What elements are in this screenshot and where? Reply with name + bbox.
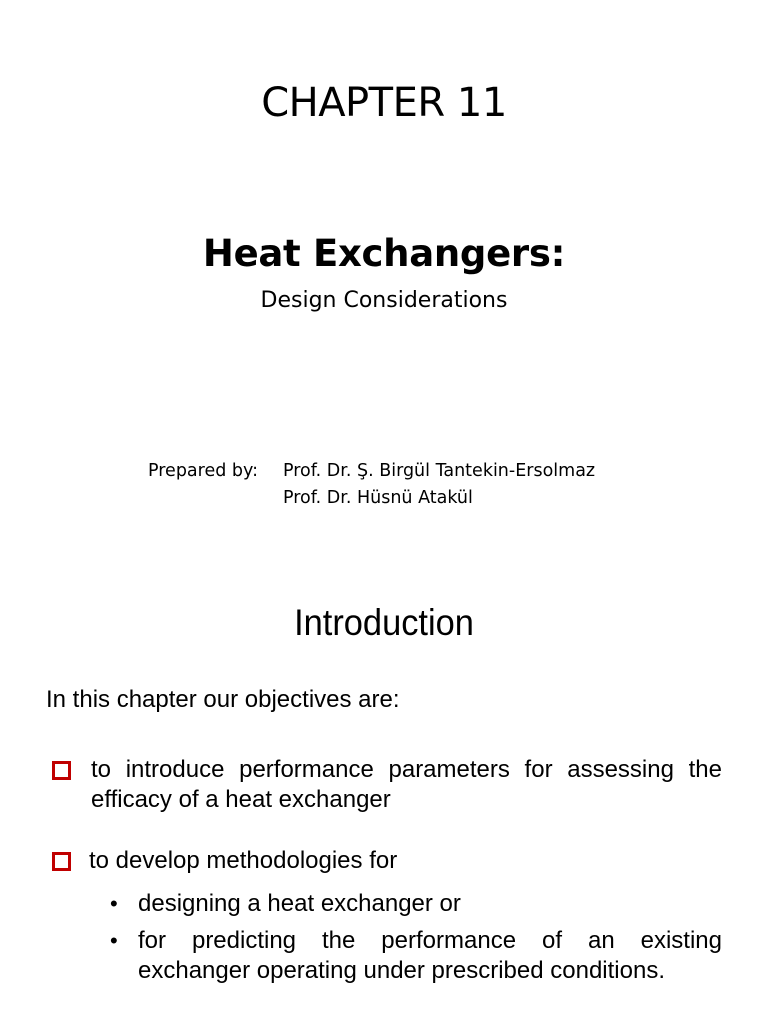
slide-title: Heat Exchangers:	[202, 232, 566, 275]
objective-text: to develop methodologies for	[89, 847, 398, 874]
objectives-lead-text: In this chapter our objectives are:	[46, 686, 400, 713]
objective-text: to introduce performance parameters for assessing the efficacy of a heat exchanger	[91, 756, 722, 813]
author-name: Prof. Dr. Ş. Birgül Tantekin-Ersolmaz	[283, 461, 596, 481]
sub-bullet-item	[110, 926, 722, 986]
sub-bullet-item	[110, 889, 722, 919]
checkbox-bullet-icon	[52, 852, 71, 871]
prepared-by-block	[148, 458, 595, 512]
prepared-by-label: Prepared by:	[148, 461, 258, 481]
chapter-heading: CHAPTER 11	[261, 80, 507, 126]
bullet-dot-icon: •	[110, 928, 118, 953]
checkbox-bullet-icon	[52, 761, 71, 780]
objective-item	[52, 755, 722, 815]
sub-bullet-text: designing a heat exchanger or	[138, 890, 461, 917]
author-name: Prof. Dr. Hüsnü Atakül	[283, 488, 473, 508]
author-list	[283, 458, 595, 512]
objective-item	[52, 846, 722, 876]
bullet-dot-icon: •	[110, 891, 118, 916]
introduction-slide	[0, 560, 768, 1024]
sub-bullet-text: for predicting the performance of an existing exchanger operating under prescribed conditions.	[138, 927, 722, 984]
introduction-heading: Introduction	[294, 602, 474, 643]
slide-subtitle: Design Considerations	[260, 288, 508, 313]
